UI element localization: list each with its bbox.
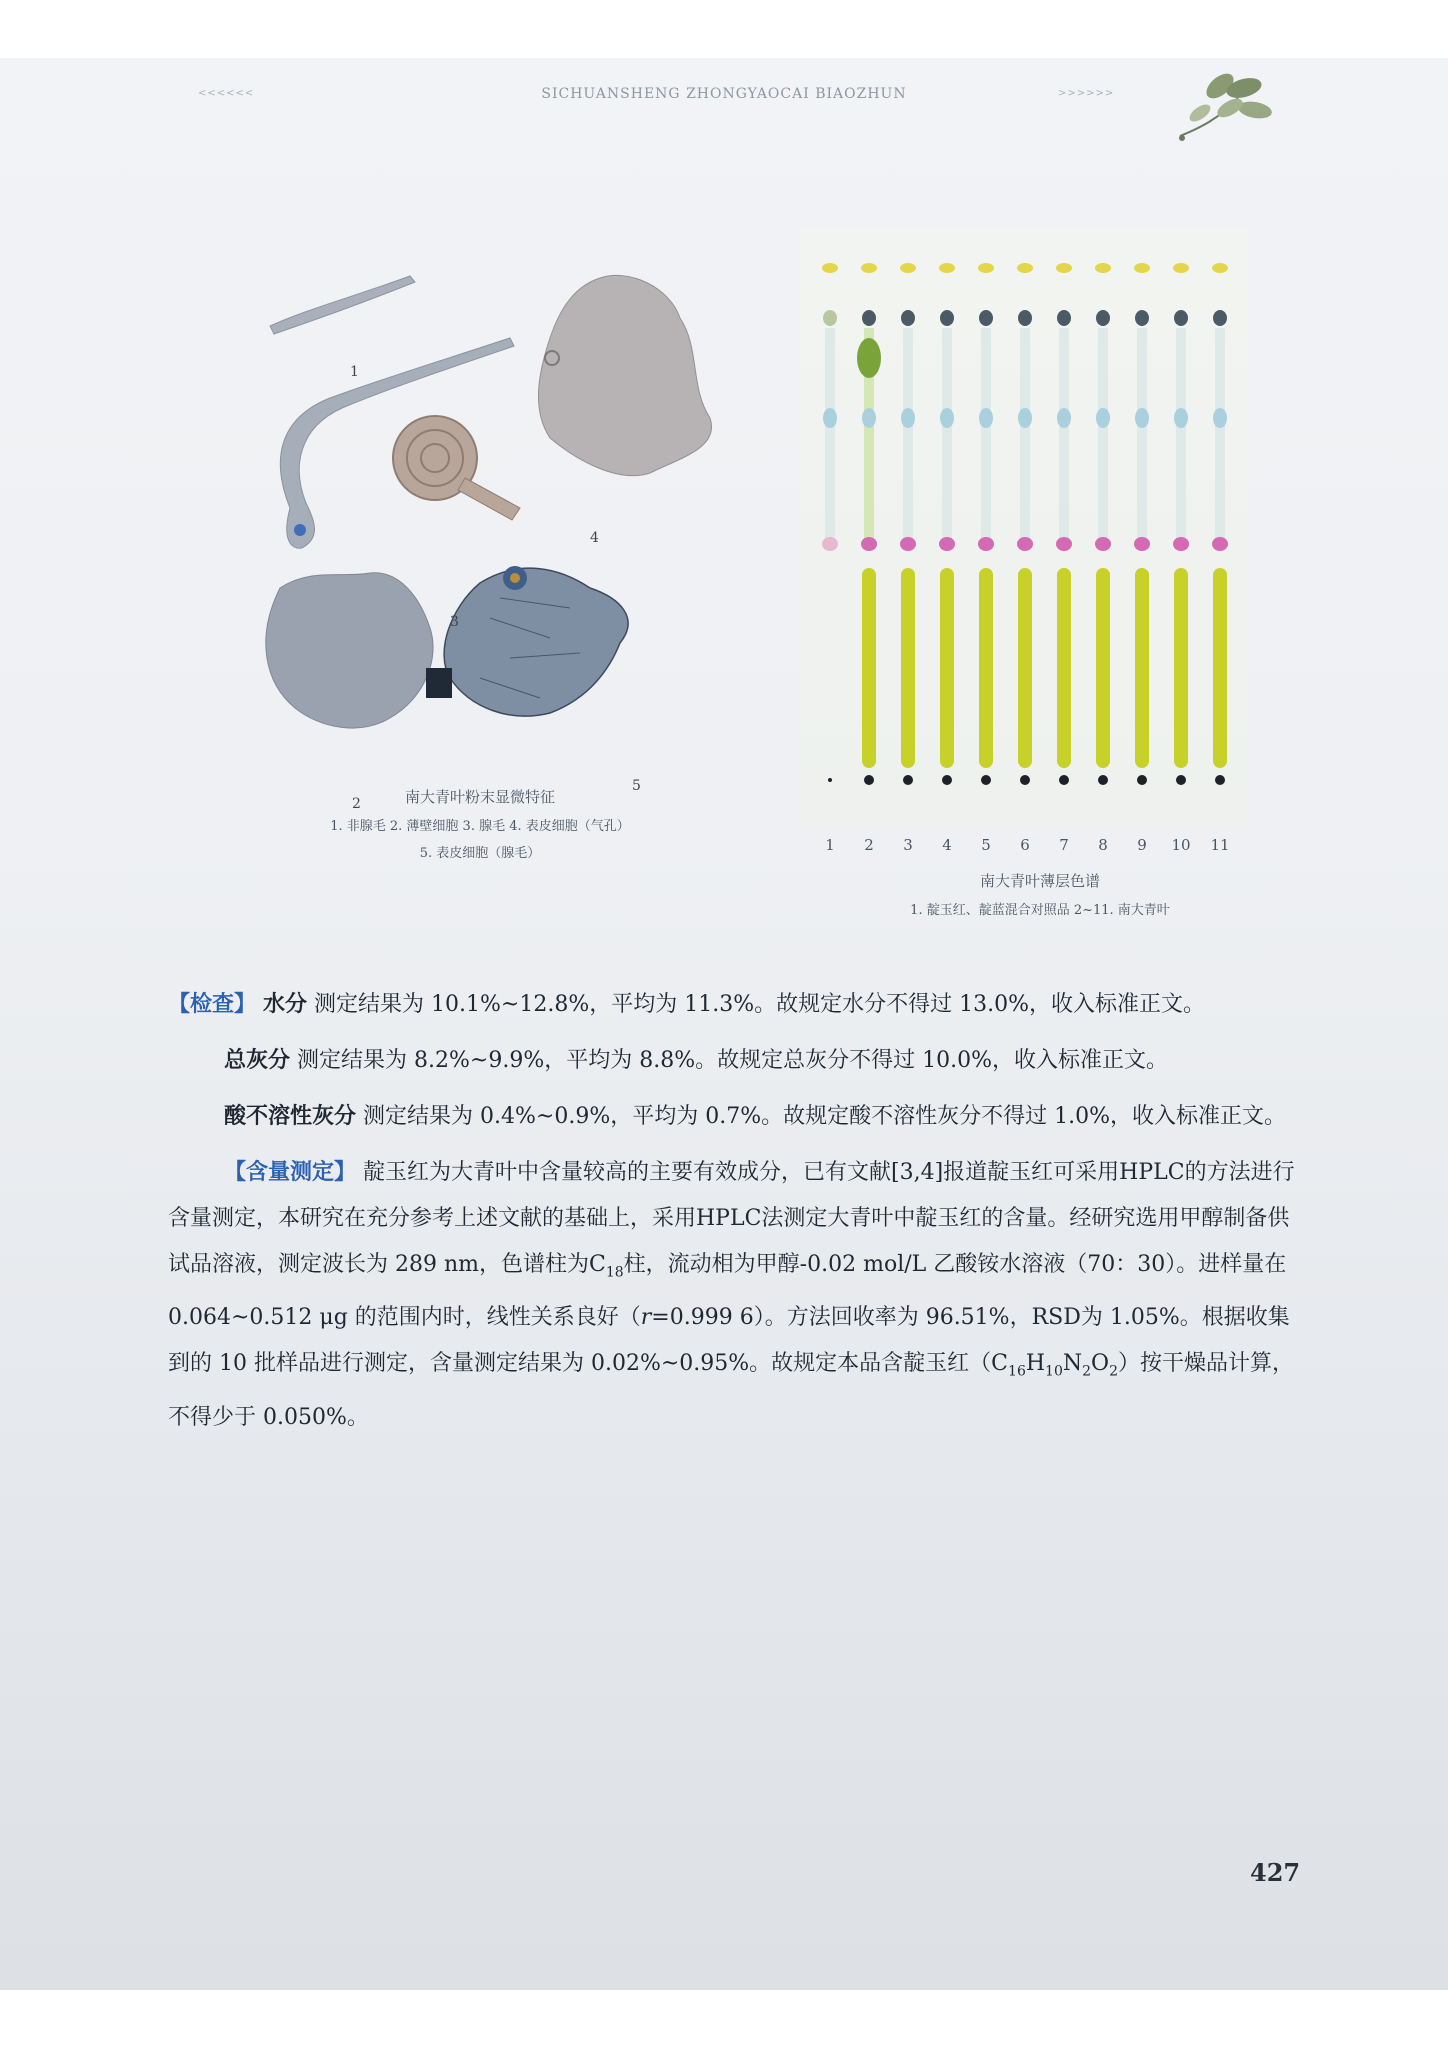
header-left-marks: <<<<<< bbox=[198, 88, 255, 99]
lane-number-10: 10 bbox=[1171, 836, 1191, 854]
tlc-lane-11 bbox=[1212, 263, 1228, 785]
page-number: 427 bbox=[1250, 1858, 1301, 1887]
figure-label-5: 5 bbox=[632, 778, 641, 794]
assay-o: O bbox=[1091, 1351, 1110, 1377]
lane-number-8: 8 bbox=[1098, 836, 1108, 854]
paragraph-assay bbox=[168, 1150, 1304, 1441]
powder-microscopy-figure bbox=[250, 258, 770, 818]
lane-number-11: 11 bbox=[1210, 836, 1230, 854]
tlc-lane-2 bbox=[857, 263, 881, 785]
micro-caption-title: 南大青叶粉末显微特征 bbox=[404, 788, 555, 806]
assay-text-b: 柱，流动相为甲醇-0.02 mol/L 乙酸铵水溶液（70：30）。进样量在 0.064~0.512 μg 的范围内时，线性关系良好（ bbox=[168, 1252, 1287, 1331]
glandular-hair bbox=[393, 416, 520, 520]
lane-number-3: 3 bbox=[903, 836, 913, 854]
lane-number-6: 6 bbox=[1020, 836, 1030, 854]
lane-number-4: 4 bbox=[942, 836, 952, 854]
book-page bbox=[0, 58, 1448, 1990]
acid-insoluble-ash-text: 测定结果为 0.4%~0.9%，平均为 0.7%。故规定酸不溶性灰分不得过 1.0%，收入标准正文。 bbox=[363, 1104, 1286, 1129]
assay-h: H bbox=[1025, 1351, 1046, 1377]
micro-caption-line2: 5. 表皮细胞（腺毛） bbox=[419, 846, 541, 861]
assay-text-a: 靛玉红为大青叶中含量较高的主要有效成分，已有文献[3,4]报道靛玉红可采用HPLC的方法进行含量测定，本研究在充分参考上述文献的基础上，采用HPLC法测定大青叶中靛玉红的含量。经研究选用甲醇制备供试品溶液，测定波长为 289 nm，色谱柱为C bbox=[168, 1160, 1295, 1277]
tlc-caption-title: 南大青叶薄层色谱 bbox=[979, 872, 1100, 890]
total-ash-text: 测定结果为 8.2%~9.9%，平均为 8.8%。故规定总灰分不得过 10.0%，收入标准正文。 bbox=[297, 1048, 1168, 1073]
section-label-inspection: 【检查】 bbox=[168, 992, 257, 1017]
assay-text-c: =0.999 6）。方法回收率为 96.51%，RSD为 1.05%。根据收集到的 10 批样品进行测定，含量测定结果为 0.02%~0.95%。故规定本品含靛玉红（C bbox=[168, 1305, 1290, 1377]
tlc-lane-1 bbox=[822, 263, 838, 782]
tlc-lane-7 bbox=[1056, 263, 1072, 785]
lane-number-7: 7 bbox=[1059, 836, 1069, 854]
tlc-caption-line1: 1. 靛玉红、靛蓝混合对照品 2~11. 南大青叶 bbox=[910, 903, 1170, 918]
epidermal-cell-gland bbox=[444, 568, 628, 716]
assay-text-d: ）按干燥品计算，不得少于 0.050%。 bbox=[168, 1351, 1295, 1430]
micro-caption-line1: 1. 非腺毛 2. 薄壁细胞 3. 腺毛 4. 表皮细胞（气孔） bbox=[330, 819, 630, 834]
lane-number-1: 1 bbox=[825, 836, 835, 854]
assay-sub-2b: 2 bbox=[1109, 1363, 1119, 1380]
assay-sub-10: 10 bbox=[1045, 1363, 1063, 1380]
lane-number-2: 2 bbox=[864, 836, 874, 854]
tlc-figure-caption bbox=[840, 870, 1240, 918]
assay-sub-16: 16 bbox=[1008, 1363, 1026, 1380]
assay-sub-18: 18 bbox=[605, 1264, 624, 1281]
paragraph-inspection bbox=[168, 982, 1304, 1028]
header-right-marks: >>>>>> bbox=[1058, 88, 1115, 99]
epidermal-cell-stomata bbox=[538, 275, 711, 475]
tlc-lane-6 bbox=[1017, 263, 1033, 785]
section-label-assay: 【含量测定】 bbox=[224, 1160, 357, 1185]
running-title: SICHUANSHENG ZHONGYAOCAI BIAOZHUN bbox=[541, 86, 907, 102]
moisture-text: 测定结果为 10.1%~12.8%，平均为 11.3%。故规定水分不得过 13.0%，收入标准正文。 bbox=[314, 992, 1206, 1017]
parenchyma-cell bbox=[266, 573, 433, 728]
leaf-ornament-icon bbox=[1160, 58, 1280, 158]
term-moisture: 水分 bbox=[263, 992, 308, 1017]
tlc-lane-8 bbox=[1095, 263, 1111, 785]
lane-number-5: 5 bbox=[981, 836, 991, 854]
assay-sub-2a: 2 bbox=[1082, 1363, 1092, 1380]
tlc-plate-image bbox=[800, 228, 1248, 828]
figure-label-2: 2 bbox=[352, 796, 361, 812]
term-acid-insoluble-ash: 酸不溶性灰分 bbox=[224, 1104, 357, 1129]
tlc-lane-10 bbox=[1173, 263, 1189, 785]
tlc-lane-numbers bbox=[800, 836, 1248, 860]
assay-n: N bbox=[1062, 1351, 1083, 1377]
lane-number-9: 9 bbox=[1137, 836, 1147, 854]
micro-figure-caption bbox=[300, 786, 660, 861]
figure-label-3: 3 bbox=[450, 614, 459, 630]
tlc-lane-5 bbox=[978, 263, 994, 785]
tlc-lane-4 bbox=[939, 263, 955, 785]
body-text bbox=[168, 982, 1304, 1451]
tlc-lane-9 bbox=[1134, 263, 1150, 785]
paragraph-acid-insoluble-ash bbox=[168, 1094, 1304, 1140]
paragraph-total-ash bbox=[168, 1038, 1304, 1084]
term-total-ash: 总灰分 bbox=[224, 1048, 291, 1073]
tlc-lane-3 bbox=[900, 263, 916, 785]
figure-label-1: 1 bbox=[350, 364, 359, 380]
assay-r-symbol: r bbox=[640, 1305, 652, 1331]
figure-label-4: 4 bbox=[590, 530, 599, 546]
non-glandular-hair bbox=[270, 276, 415, 334]
